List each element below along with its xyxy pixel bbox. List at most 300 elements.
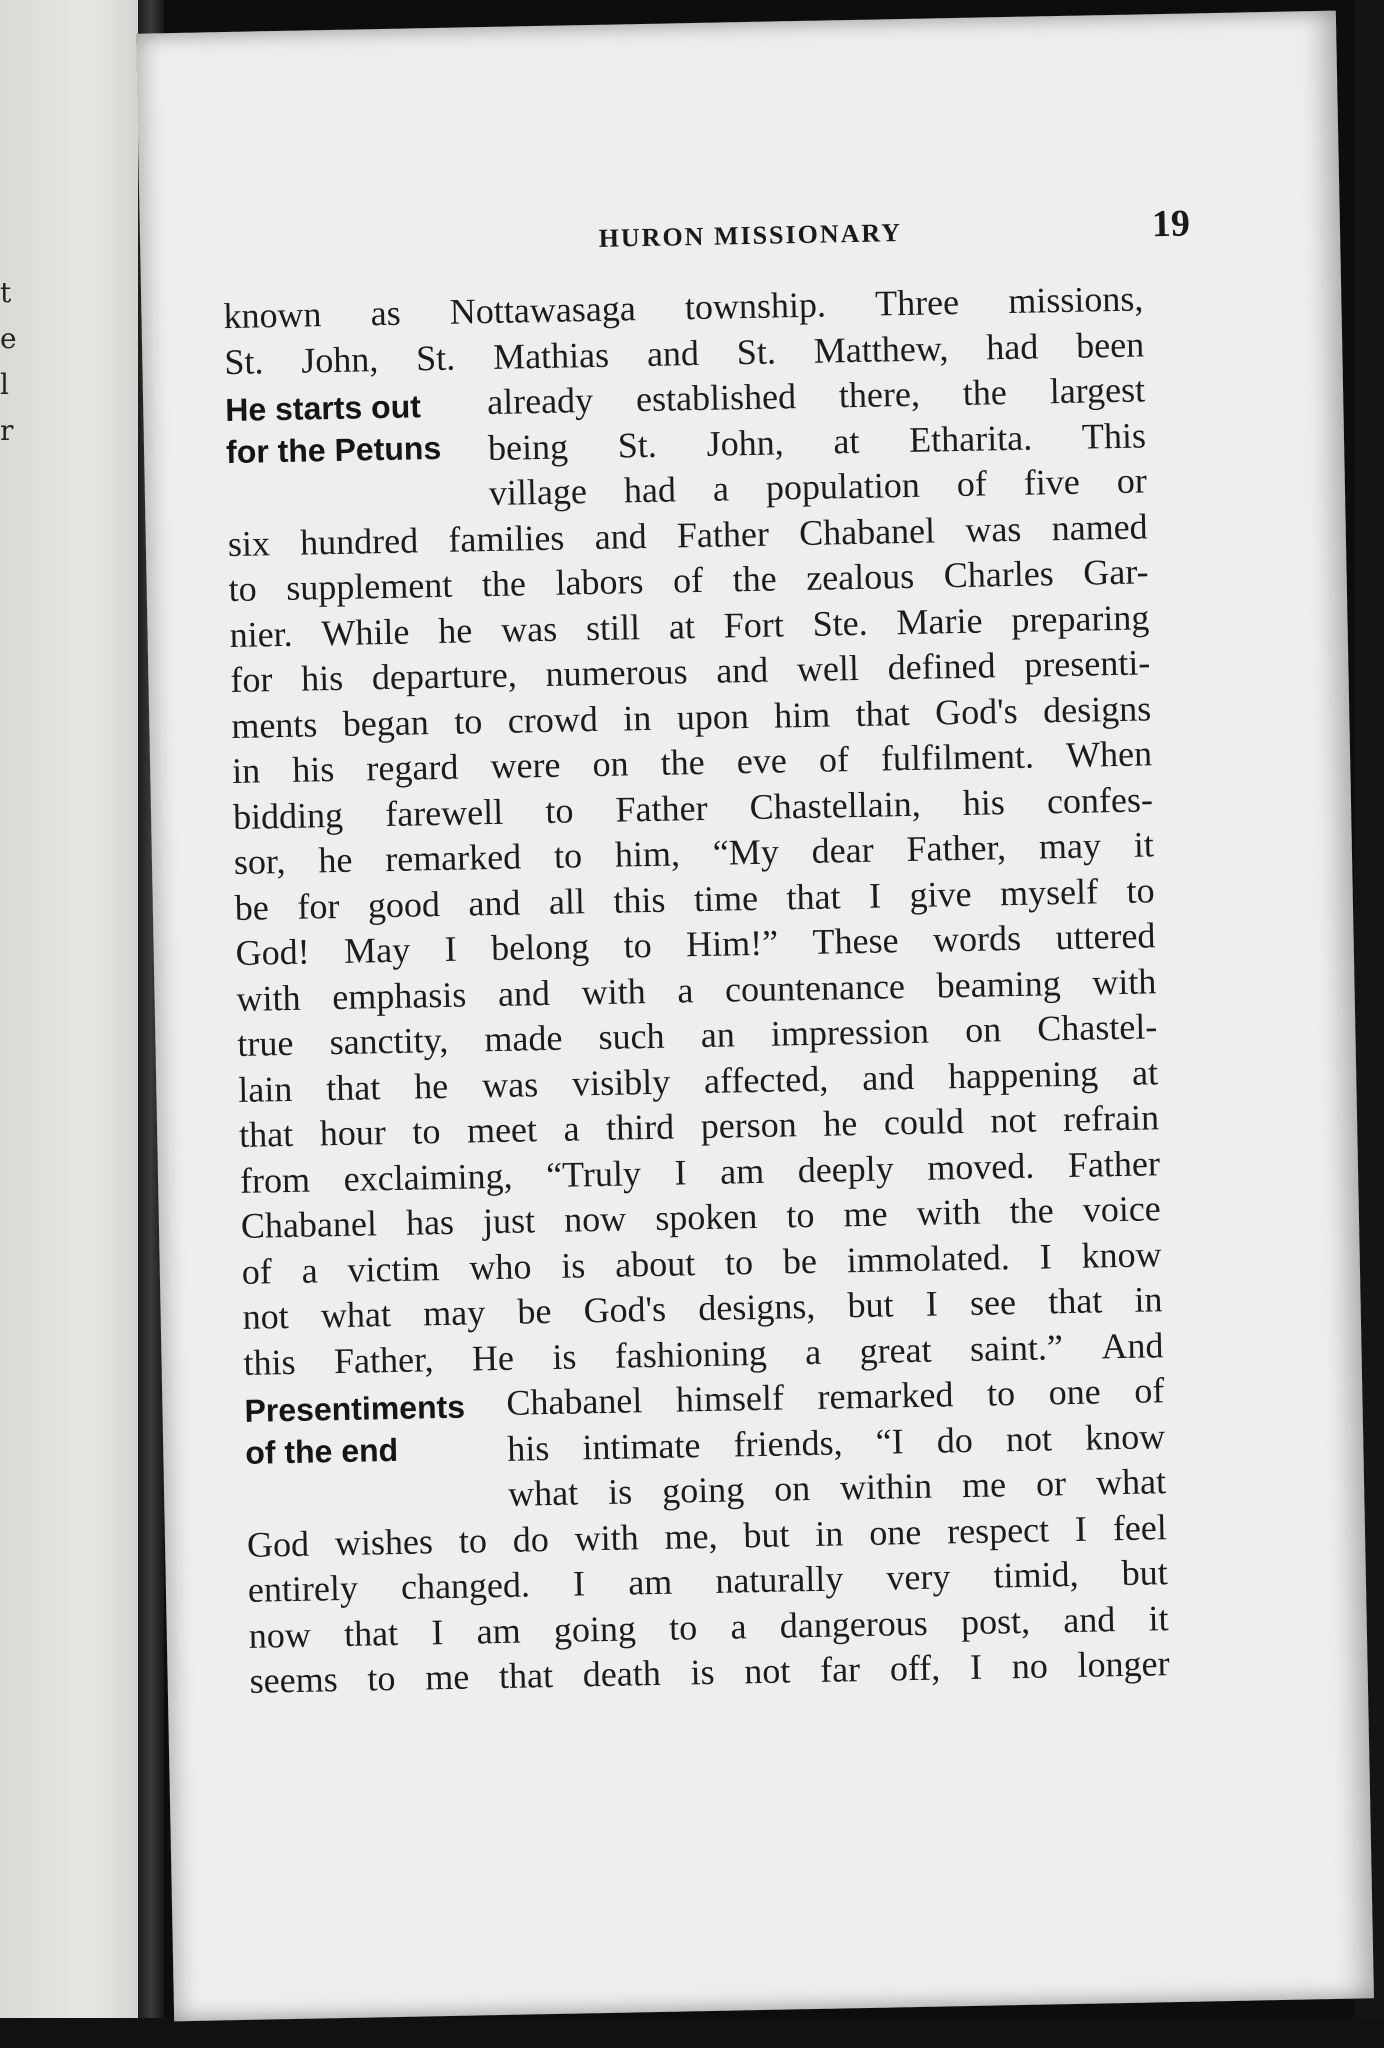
word: of [241, 1250, 273, 1292]
fragment-char: l [0, 368, 9, 401]
word: labors [555, 561, 644, 603]
word: numerous [545, 651, 688, 694]
word: in [231, 750, 261, 791]
word: Three [874, 281, 960, 324]
word: victim [347, 1247, 440, 1290]
word: I [925, 1283, 939, 1324]
word: been [1075, 323, 1145, 366]
word: to [411, 1111, 441, 1152]
word: dangerous [779, 1602, 929, 1646]
word: what [507, 1472, 579, 1514]
fragment-char: r [0, 414, 14, 447]
sidenote-row-2 [244, 1368, 1166, 1522]
word: largest [1049, 369, 1146, 412]
word: may [1038, 825, 1102, 867]
word: words [932, 917, 1022, 960]
word: on [773, 1468, 811, 1509]
word: this [613, 879, 666, 921]
word: all [548, 880, 586, 922]
word: am [627, 1561, 673, 1603]
word: sor, [233, 840, 286, 882]
word: made [484, 1017, 563, 1060]
word: belong [490, 926, 590, 969]
word: him, [614, 833, 681, 875]
word: friends, [733, 1421, 843, 1464]
word: for [296, 885, 340, 927]
word: his [962, 781, 1006, 823]
word: being [487, 425, 569, 468]
running-head: HURON MISSIONARY [598, 218, 903, 253]
word: Father [676, 513, 770, 555]
word: his [300, 657, 344, 699]
word: and [594, 515, 647, 557]
word: the [660, 741, 706, 783]
word: I [430, 1611, 444, 1652]
word: exclaiming, [343, 1155, 513, 1199]
word: Charles [943, 553, 1055, 596]
word: death [582, 1652, 662, 1695]
word: one [868, 1511, 922, 1553]
word: time [693, 877, 759, 919]
word: far [819, 1649, 861, 1690]
word: lain [237, 1068, 293, 1110]
word: for [230, 659, 273, 701]
word: Nottawasaga [449, 288, 637, 332]
word: missions, [1007, 278, 1144, 322]
word: at [1131, 1051, 1159, 1093]
word: hour [319, 1112, 387, 1154]
word: within [839, 1465, 933, 1508]
word: Chabanel [505, 1380, 643, 1423]
body-text [223, 276, 1170, 1704]
paragraph-beside-note-2 [506, 1368, 1166, 1517]
word: still [585, 606, 641, 648]
word: is [690, 1651, 715, 1693]
word: to [724, 1241, 754, 1283]
word: deeply [797, 1147, 895, 1190]
word: is [560, 1244, 586, 1286]
paragraph-bottom [247, 1505, 1170, 1705]
word: one [1048, 1371, 1102, 1413]
word: “I [875, 1420, 905, 1462]
word: from [239, 1159, 311, 1201]
word: Father [1067, 1142, 1161, 1185]
word: but [847, 1284, 894, 1326]
word: I [969, 1646, 983, 1687]
word: St. [223, 340, 264, 382]
word: a [712, 468, 730, 509]
word: God [246, 1523, 310, 1565]
word: already [486, 379, 594, 423]
word: me [843, 1193, 888, 1235]
word: know [1081, 1233, 1162, 1276]
word: I [1039, 1235, 1053, 1277]
word: the [962, 372, 1008, 413]
word: a [804, 1331, 822, 1372]
word: established [635, 376, 797, 420]
word: ments [230, 703, 318, 746]
word: be [234, 886, 270, 928]
word: be [782, 1240, 818, 1282]
word: very [886, 1556, 951, 1598]
word: six [227, 522, 271, 564]
word: began [342, 701, 430, 744]
paragraph-top [223, 276, 1145, 385]
word: in [1134, 1279, 1163, 1320]
word: village [488, 471, 588, 514]
word: respect [946, 1508, 1050, 1551]
word: going [553, 1607, 637, 1650]
word: preparing [1011, 596, 1150, 640]
word: dear [811, 829, 875, 871]
word: St. [736, 330, 777, 372]
word: that [786, 875, 841, 917]
word: of [672, 559, 704, 601]
word: defined [887, 645, 996, 688]
word: God! [235, 931, 311, 973]
word: Chabanel [240, 1203, 378, 1246]
word: could [883, 1101, 965, 1143]
word: to [453, 700, 483, 742]
word: to [228, 568, 258, 610]
word: and [646, 332, 700, 374]
word: but [1121, 1552, 1169, 1594]
word: “Truly [545, 1152, 642, 1195]
word: regard [366, 746, 459, 789]
word: I [674, 1151, 687, 1193]
word: going [661, 1469, 745, 1511]
word: Fort [723, 603, 785, 646]
paragraph-middle [227, 504, 1163, 1386]
word: with [1091, 960, 1157, 1003]
word: Him!” [685, 922, 779, 965]
word: nier. [229, 613, 293, 655]
word: departure, [371, 654, 518, 698]
word: but [743, 1513, 790, 1555]
book-page [136, 11, 1374, 2022]
word: Marie [896, 600, 983, 642]
word: remarked [384, 836, 522, 880]
word: not [990, 1099, 1037, 1141]
word: presenti- [1023, 642, 1151, 685]
word: now [563, 1198, 627, 1240]
word: what [320, 1294, 392, 1336]
word: that [343, 1612, 399, 1654]
margin-note-line: He starts out [224, 388, 422, 429]
word: happening [947, 1052, 1099, 1096]
word: the [481, 563, 527, 605]
word: was [964, 508, 1022, 550]
word: and [715, 649, 769, 691]
word: confes- [1046, 778, 1154, 821]
word: longer [1077, 1643, 1170, 1685]
word: designs [1042, 687, 1152, 730]
word: fashioning [614, 1332, 768, 1376]
word: to [986, 1373, 1016, 1414]
word: as [370, 292, 402, 334]
word: God's [583, 1288, 667, 1331]
word: remarked [817, 1374, 954, 1417]
word: see [969, 1282, 1017, 1323]
word: families [447, 517, 565, 560]
word: he [413, 1065, 449, 1107]
word: Matthew, [813, 327, 949, 371]
page-header [230, 202, 1191, 264]
margin-note-1 [225, 380, 490, 522]
word: no [1011, 1645, 1049, 1687]
word: who [469, 1245, 532, 1288]
word: known [223, 294, 322, 337]
word: entirely [247, 1567, 359, 1610]
sidenote-row-1 [225, 367, 1147, 521]
bottom-background [0, 2018, 1384, 2048]
word: in [622, 697, 652, 738]
word: on [964, 1009, 1002, 1050]
margin-note-line: of the end [244, 1431, 399, 1471]
word: that [325, 1066, 381, 1108]
word: third [605, 1106, 675, 1148]
word: give [909, 873, 972, 915]
word: person [700, 1104, 798, 1147]
word: refrain [1062, 1097, 1160, 1140]
word: that [1047, 1280, 1103, 1322]
word: that [498, 1655, 554, 1697]
word: John, [706, 421, 784, 464]
word: himself [675, 1377, 785, 1420]
word: countenance [724, 965, 906, 1010]
word: While [321, 611, 410, 653]
word: not [743, 1650, 791, 1692]
word: and [497, 972, 551, 1014]
word: upon [676, 695, 750, 737]
word: a [676, 969, 694, 1010]
margin-note-line: for the Petuns [225, 429, 442, 471]
word: intimate [582, 1424, 701, 1467]
word: voice [1082, 1188, 1162, 1230]
word: of [818, 739, 850, 780]
word: Ste. [812, 602, 869, 644]
word: good [367, 883, 441, 925]
word: an [700, 1014, 736, 1056]
word: changed. [400, 1564, 531, 1607]
word: now [248, 1614, 312, 1656]
word: seems [249, 1659, 339, 1701]
word: is [607, 1471, 633, 1512]
word: designs, [697, 1285, 816, 1329]
word: or [1035, 1463, 1067, 1504]
word: immolated. [846, 1236, 1011, 1280]
word: off, [889, 1647, 941, 1689]
word: his [506, 1427, 550, 1469]
word: of [956, 463, 988, 505]
word: beaming [936, 962, 1061, 1006]
page-number: 19 [1151, 202, 1191, 246]
word: he [437, 609, 473, 651]
word: or [1116, 460, 1148, 501]
word: wishes [334, 1520, 434, 1563]
word: true [237, 1022, 294, 1064]
word: Mathias [492, 334, 610, 377]
paragraph-beside-note-1 [487, 367, 1147, 516]
word: Chabanel [798, 509, 936, 553]
word: named [1051, 505, 1148, 548]
word: to [1126, 869, 1155, 911]
word: Father, [333, 1338, 434, 1381]
word: He [471, 1337, 515, 1378]
word: moved. [926, 1145, 1035, 1188]
word: visibly [571, 1061, 671, 1104]
word: eve [736, 740, 788, 782]
word: I [1074, 1508, 1088, 1549]
word: I [868, 875, 882, 916]
word: to [623, 924, 653, 966]
word: St. [617, 424, 658, 466]
word: to [668, 1606, 698, 1648]
word: there, [838, 373, 921, 416]
word: Father, [906, 827, 1007, 870]
word: uttered [1055, 915, 1156, 958]
word: about [614, 1242, 696, 1285]
word: not [1005, 1417, 1053, 1459]
word: at [833, 420, 860, 461]
word: this [243, 1341, 296, 1383]
word: had [985, 325, 1039, 367]
word: feel [1112, 1506, 1168, 1548]
word: may [422, 1292, 486, 1334]
word: St. [415, 337, 456, 378]
margin-note-line: Presentiments [244, 1388, 466, 1429]
word: him [773, 694, 831, 736]
word: and [468, 881, 521, 923]
word: a [563, 1108, 580, 1149]
word: meet [466, 1109, 538, 1151]
word: post, [960, 1600, 1031, 1642]
word: the [732, 558, 777, 600]
word: great [859, 1329, 932, 1371]
word: to [785, 1194, 815, 1236]
fragment-char: e [0, 322, 17, 355]
word: hundred [299, 519, 419, 563]
word: May [343, 929, 411, 971]
word: This [1081, 414, 1147, 457]
word: with [574, 1516, 640, 1559]
word: not [242, 1296, 290, 1337]
word: a [301, 1249, 319, 1291]
word: impression [770, 1010, 930, 1054]
word: do [936, 1419, 974, 1461]
word: Chastellain, [749, 783, 921, 827]
word: to [544, 789, 574, 831]
word: know [1084, 1415, 1166, 1458]
word: well [796, 647, 860, 690]
word: emphasis [331, 974, 467, 1017]
word: just [482, 1200, 536, 1242]
word: a [730, 1605, 747, 1647]
word: on [592, 743, 629, 785]
word: naturally [714, 1558, 844, 1601]
word: in [814, 1512, 844, 1554]
word: be [516, 1290, 552, 1332]
word: with [581, 970, 647, 1012]
word: bidding [232, 794, 344, 837]
word: I [444, 928, 458, 969]
word: supplement [285, 564, 453, 608]
word: Father [615, 787, 708, 830]
word: When [1065, 733, 1153, 775]
word: These [812, 920, 899, 962]
word: has [405, 1201, 455, 1243]
word: it [1148, 1597, 1169, 1639]
word: myself [999, 870, 1099, 913]
word: was [481, 1063, 539, 1105]
margin-note-2 [244, 1381, 509, 1523]
word: five [1023, 461, 1081, 503]
word: farewell [384, 791, 504, 834]
word: John, [300, 338, 379, 381]
word: such [598, 1015, 665, 1058]
facing-page-edge [0, 0, 150, 2048]
word: me [424, 1656, 470, 1698]
word: Gar- [1082, 551, 1149, 593]
word: population [765, 464, 921, 508]
word: and [1062, 1598, 1116, 1640]
word: with [236, 977, 301, 1019]
word: at [668, 605, 696, 647]
word: affected, [703, 1058, 829, 1101]
word: am [719, 1150, 765, 1192]
word: what [1095, 1461, 1167, 1503]
fragment-char: t [0, 276, 12, 309]
word: were [490, 744, 561, 787]
word: crowd [507, 698, 599, 741]
word: his [291, 749, 335, 790]
word: that [238, 1113, 294, 1155]
word: had [623, 469, 677, 511]
word: it [1133, 824, 1155, 865]
word: the [1009, 1190, 1055, 1232]
word: spoken [654, 1195, 758, 1238]
word: am [476, 1610, 521, 1651]
word: township. [684, 284, 827, 328]
word: and [861, 1056, 915, 1098]
word: to [458, 1519, 488, 1561]
word: he [822, 1103, 858, 1144]
word: “My [712, 831, 780, 873]
word: God's [934, 690, 1019, 732]
word: fulfilment. [880, 735, 1035, 779]
word: saint.” [969, 1326, 1064, 1369]
word: of [1133, 1370, 1165, 1411]
word: he [318, 839, 353, 881]
word: to [367, 1658, 396, 1699]
word: sanctity, [329, 1019, 449, 1063]
word: I [572, 1563, 586, 1604]
word: do [512, 1518, 550, 1560]
word: is [551, 1335, 577, 1377]
word: with [916, 1191, 981, 1233]
word: to [553, 835, 583, 876]
word: And [1100, 1324, 1164, 1366]
word: me, [664, 1515, 718, 1557]
word: was [500, 608, 558, 650]
facing-page-fragment [0, 270, 20, 454]
word: me [961, 1464, 1007, 1506]
word: timid, [993, 1553, 1079, 1596]
word: Chastel- [1036, 1006, 1158, 1049]
word: zealous [805, 555, 915, 598]
word: Etharita. [908, 417, 1033, 460]
word: that [855, 692, 911, 734]
